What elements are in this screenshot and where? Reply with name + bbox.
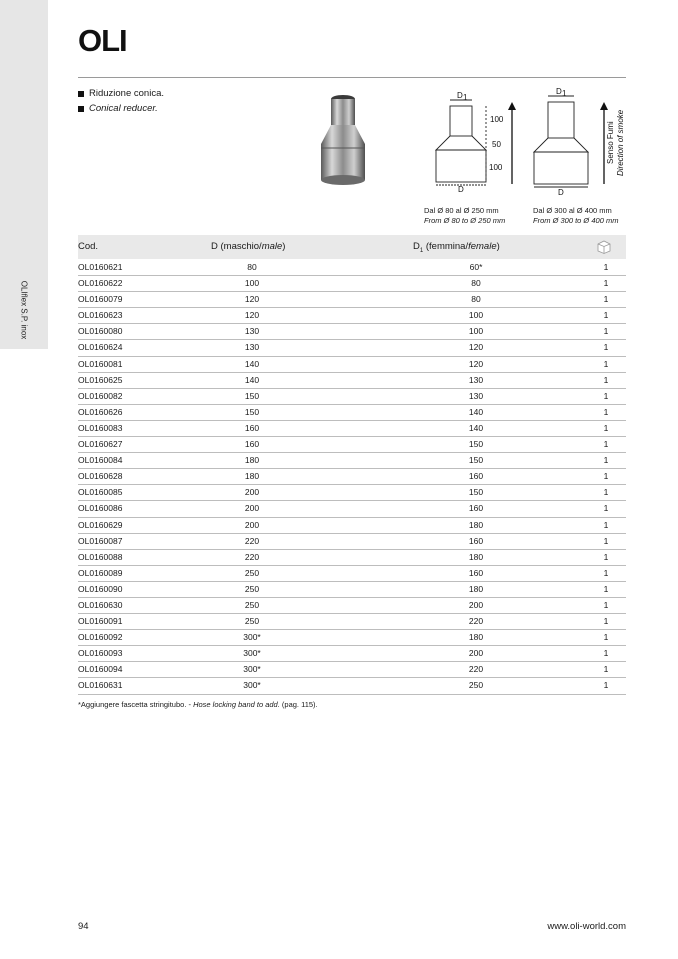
- table-row: OL0160088 220 180 1: [78, 550, 626, 566]
- cell-cod: OL0160626: [78, 406, 123, 417]
- table-row: OL0160630 250 200 1: [78, 598, 626, 614]
- svg-text:D: D: [458, 185, 464, 194]
- oli-logo: [78, 24, 138, 54]
- cell-cod: OL0160091: [78, 616, 123, 627]
- table-row: OL0160080 130 100 1: [78, 324, 626, 340]
- table-row: OL0160621 80 60* 1: [78, 260, 626, 276]
- top-divider: [78, 77, 626, 78]
- product-name-en: Conical reducer.: [89, 103, 158, 114]
- sidebar-label: OLIflex S.P. inox: [19, 280, 29, 340]
- range-left: Dal Ø 80 al Ø 250 mm From Ø 80 to Ø 250 mm: [424, 206, 506, 225]
- bullet-square-icon: [78, 106, 84, 112]
- table-row: OL0160627 160 150 1: [78, 437, 626, 453]
- table-row: OL0160083 160 140 1: [78, 421, 626, 437]
- cell-cod: OL0160630: [78, 599, 123, 610]
- cell-cod: OL0160080: [78, 326, 123, 337]
- table-row: OL0160086 200 160 1: [78, 501, 626, 517]
- dimension-diagram: [424, 84, 634, 196]
- cell-cod: OL0160094: [78, 664, 123, 675]
- cell-cod: OL0160090: [78, 583, 123, 594]
- table-row: OL0160631 300* 250 1: [78, 678, 626, 694]
- table-row: OL0160084 180 150 1: [78, 453, 626, 469]
- bullet-square-icon: [78, 91, 84, 97]
- table-row: OL0160625 140 130 1: [78, 373, 626, 389]
- table-row: OL0160092 300* 180 1: [78, 630, 626, 646]
- svg-text:D: D: [556, 87, 562, 96]
- svg-text:100: 100: [490, 115, 504, 124]
- product-name-it: Riduzione conica.: [89, 88, 164, 99]
- cell-cod: OL0160089: [78, 567, 123, 578]
- product-table: [78, 260, 626, 695]
- table-row: OL0160081 140 120 1: [78, 357, 626, 373]
- svg-text:50: 50: [492, 140, 501, 149]
- cell-cod: OL0160079: [78, 294, 123, 305]
- cell-cod: OL0160086: [78, 503, 123, 514]
- table-row: OL0160623 120 100 1: [78, 308, 626, 324]
- svg-text:1: 1: [463, 93, 468, 102]
- cell-cod: OL0160629: [78, 519, 123, 530]
- table-row: OL0160091 250 220 1: [78, 614, 626, 630]
- cell-cod: OL0160082: [78, 390, 123, 401]
- svg-text:D: D: [457, 91, 463, 100]
- cell-cod: OL0160631: [78, 680, 123, 691]
- cell-cod: OL0160081: [78, 358, 123, 369]
- table-row: OL0160629 200 180 1: [78, 518, 626, 534]
- cell-cod: OL0160087: [78, 535, 123, 546]
- table-row: OL0160628 180 160 1: [78, 469, 626, 485]
- cell-cod: OL0160624: [78, 342, 123, 353]
- table-row: OL0160090 250 180 1: [78, 582, 626, 598]
- website-link[interactable]: www.oli-world.com: [547, 921, 626, 932]
- cell-cod: OL0160627: [78, 439, 123, 450]
- package-box-icon: [597, 240, 611, 254]
- cell-cod: OL0160088: [78, 551, 123, 562]
- cell-cod: OL0160084: [78, 455, 123, 466]
- cell-cod: OL0160092: [78, 632, 123, 643]
- svg-text:100: 100: [489, 163, 503, 172]
- svg-text:OLI: OLI: [78, 24, 127, 54]
- cell-cod: OL0160628: [78, 471, 123, 482]
- svg-text:Senso Fumi: Senso Fumi: [606, 121, 615, 164]
- header-d1: $D_1$ (femmina/female): [413, 241, 500, 254]
- table-row: OL0160087 220 160 1: [78, 534, 626, 550]
- page-number: 94: [78, 921, 89, 932]
- svg-text:D: D: [558, 188, 564, 196]
- table-row: OL0160093 300* 200 1: [78, 646, 626, 662]
- header-cod: Cod.: [78, 241, 99, 252]
- cell-cod: OL0160093: [78, 648, 123, 659]
- table-row: OL0160079 120 80 1: [78, 292, 626, 308]
- header-d: D (maschio/male): [211, 241, 286, 252]
- cell-cod: OL0160621: [78, 262, 123, 272]
- footnote: *Aggiungere fascetta stringitubo. - Hose locking band to add. (pag. 115).: [78, 700, 318, 709]
- svg-text:1: 1: [562, 89, 567, 98]
- sidebar-band: [0, 0, 48, 349]
- cell-cod: OL0160083: [78, 422, 123, 433]
- range-right: Dal Ø 300 al Ø 400 mm From Ø 300 to Ø 400 mm: [533, 206, 619, 225]
- table-row: OL0160624 130 120 1: [78, 340, 626, 356]
- cell-cod: OL0160622: [78, 278, 123, 289]
- bullet-it: [78, 86, 164, 101]
- product-photo: [317, 92, 369, 188]
- cell-cod: OL0160625: [78, 374, 123, 385]
- table-row: OL0160082 150 130 1: [78, 389, 626, 405]
- table-row: OL0160626 150 140 1: [78, 405, 626, 421]
- cell-cod: OL0160623: [78, 310, 123, 321]
- bullet-en: [78, 101, 164, 116]
- svg-text:Direction of smoke: Direction of smoke: [616, 109, 625, 176]
- table-row: OL0160094 300* 220 1: [78, 662, 626, 678]
- product-description: [78, 86, 164, 116]
- table-row: OL0160622 100 80 1: [78, 276, 626, 292]
- table-row: OL0160085 200 150 1: [78, 485, 626, 501]
- table-header: [78, 235, 626, 259]
- table-row: OL0160089 250 160 1: [78, 566, 626, 582]
- cell-cod: OL0160085: [78, 487, 123, 498]
